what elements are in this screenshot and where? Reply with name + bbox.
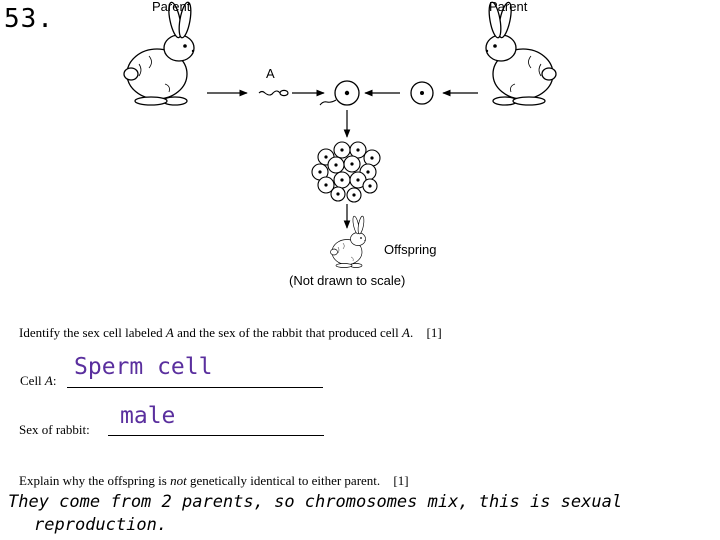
cell-a-label: A (266, 66, 275, 81)
embryo-cell-cluster (312, 142, 380, 202)
prompt-end: . (409, 325, 414, 340)
prompt-main: Identify the sex cell labeled (19, 325, 166, 340)
sperm-cell-a (259, 90, 288, 95)
sex-answer-line (108, 435, 324, 436)
cell-label-prefix: Cell (20, 373, 45, 388)
explain-prompt (19, 473, 409, 489)
parent-right-rabbit (486, 1, 556, 105)
question-number: 53. (4, 4, 54, 34)
explain-prompt-b: genetically identical to either parent. (186, 473, 381, 488)
cell-label (20, 373, 57, 389)
sex-label: Sex of rabbit: (19, 422, 90, 437)
explain-prompt-not: not (170, 473, 187, 488)
cell-label-var: A (44, 373, 53, 388)
parent-right-label: Parent (489, 0, 528, 14)
explain-points: [1] (393, 473, 409, 488)
explain-answer-line-2: reproduction. (34, 515, 168, 535)
explain-prompt-a: Explain why the offspring is (19, 473, 171, 488)
parent-left-label: Parent (152, 0, 191, 14)
cell-answer: Sperm cell (74, 354, 213, 380)
scale-note: (Not drawn to scale) (289, 273, 406, 288)
prompt-points: [1] (426, 325, 442, 340)
parent-left-rabbit (124, 1, 194, 105)
offspring-label: Offspring (384, 242, 437, 257)
sex-answer: male (120, 403, 176, 429)
egg-cell (411, 82, 433, 104)
question-prompt (19, 325, 442, 341)
cell-answer-line (67, 387, 323, 388)
prompt-mid: and the sex of the rabbit that produced cell (173, 325, 403, 340)
cell-label-suffix: : (52, 373, 57, 388)
prompt-var-1: A (165, 325, 174, 340)
fertilized-egg (320, 81, 359, 105)
offspring-rabbit (331, 216, 366, 268)
prompt-var-2: A (402, 325, 410, 340)
explain-answer-line-1: They come from 2 parents, so chromosomes mix, this is sexual (8, 492, 623, 512)
